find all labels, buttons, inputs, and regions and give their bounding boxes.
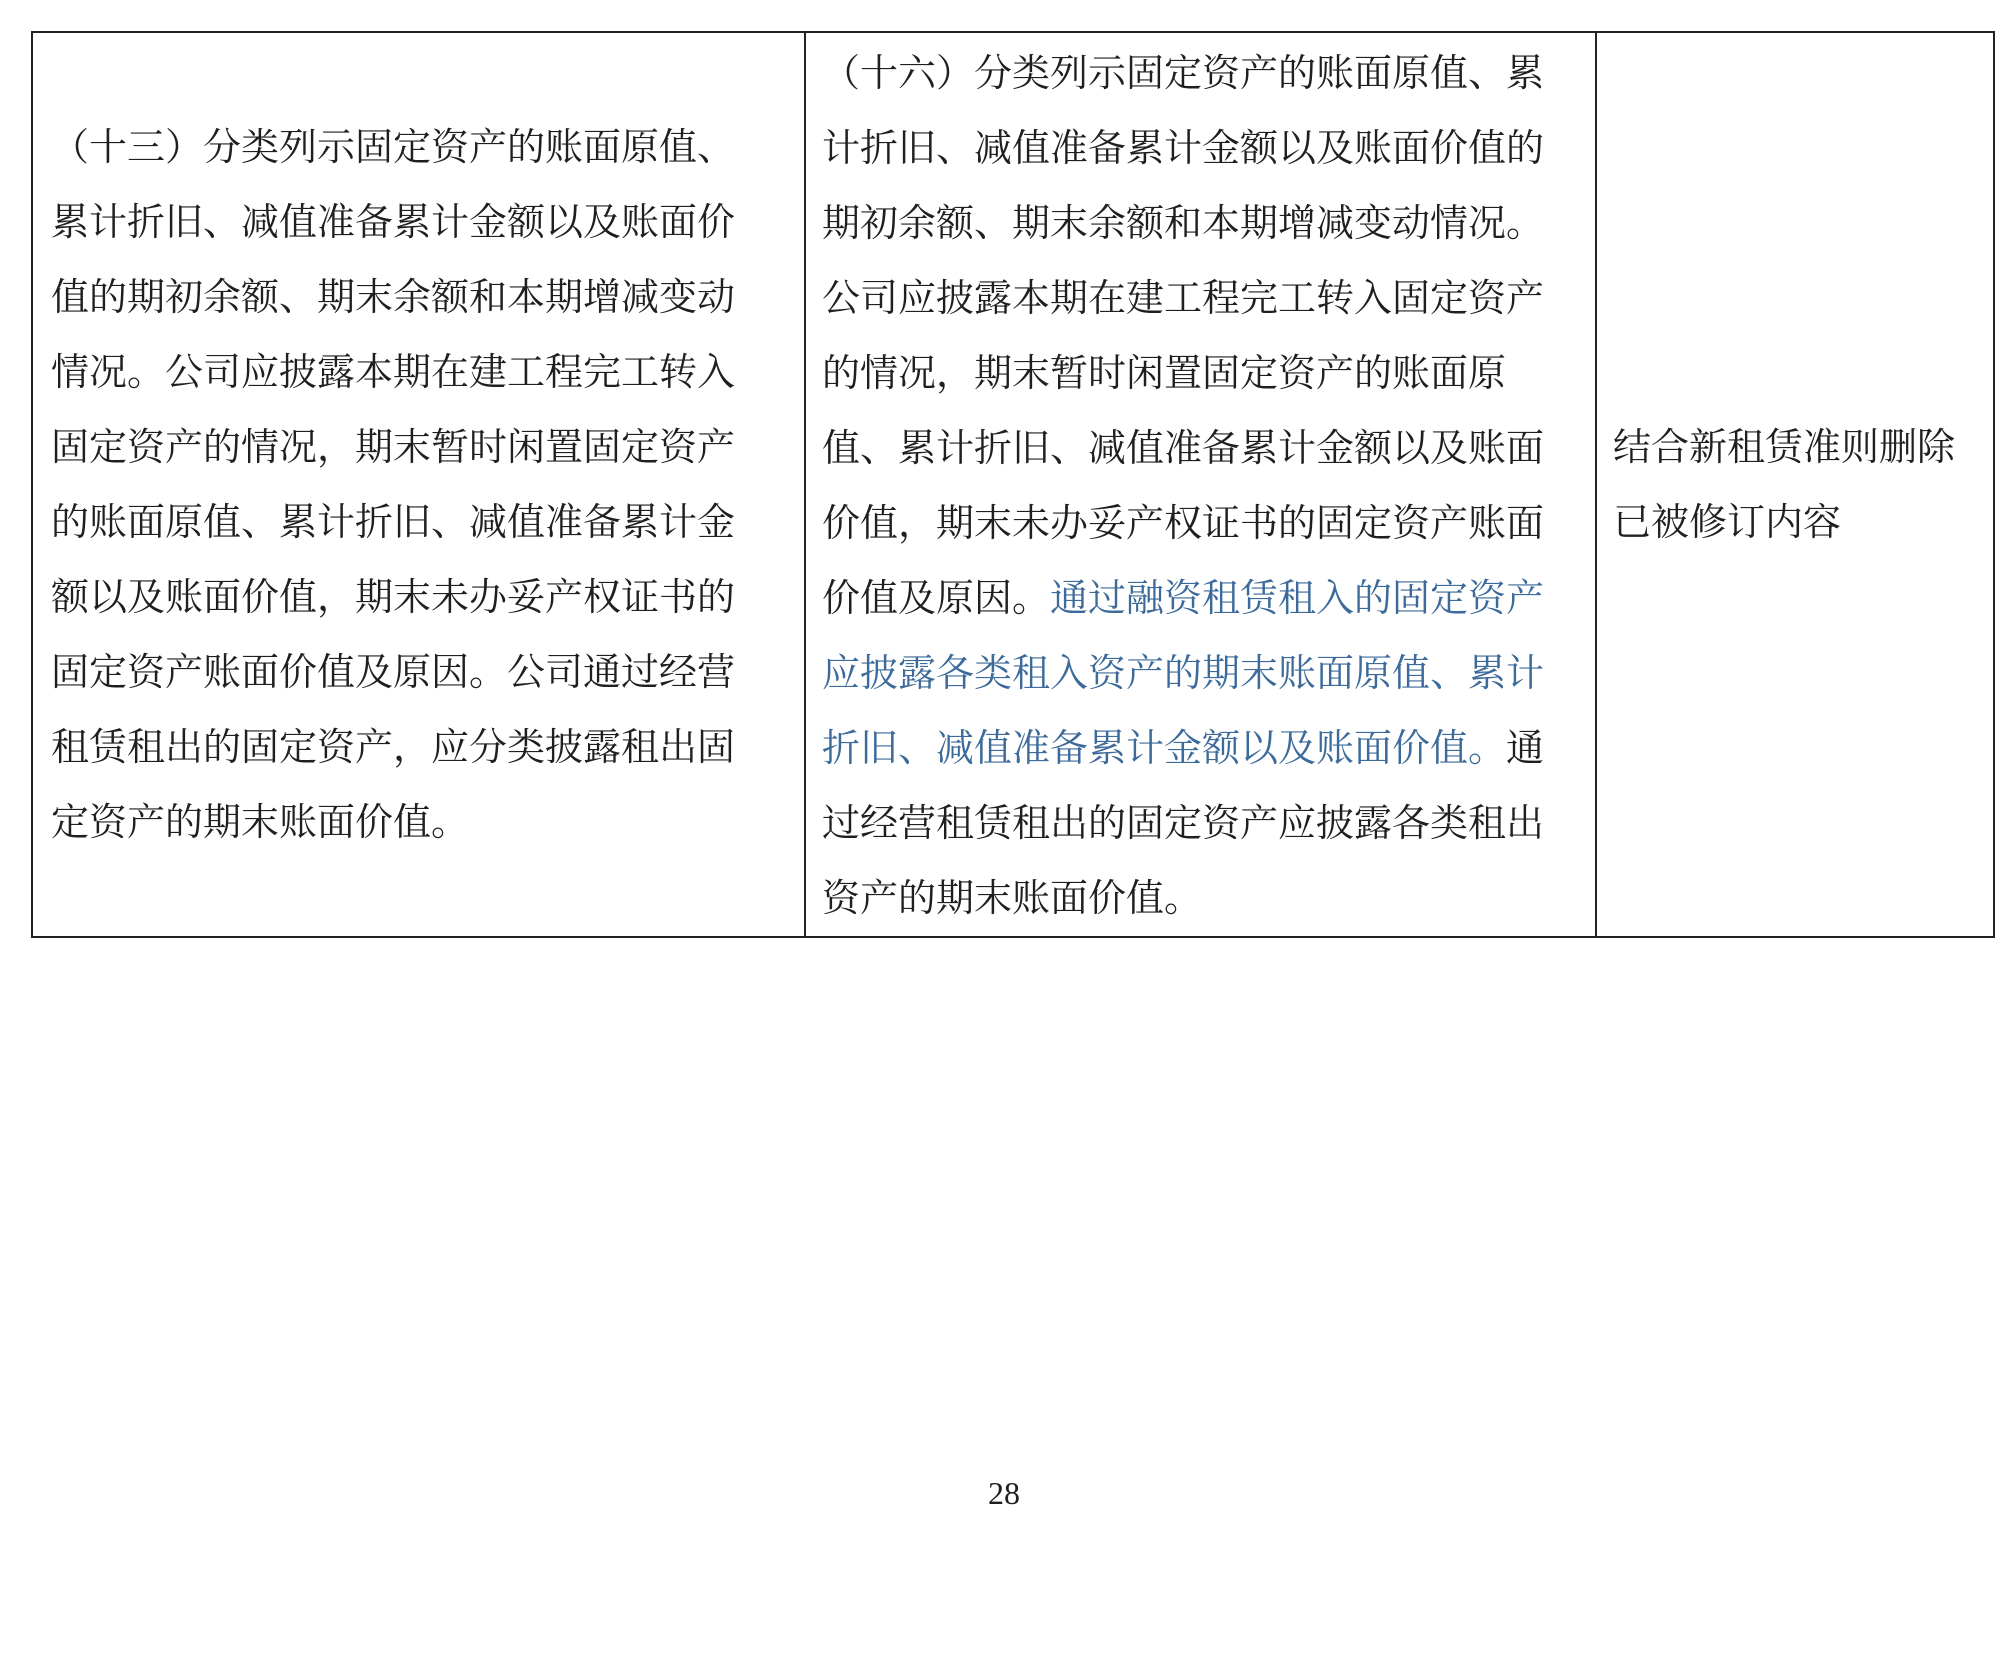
old-clause-line: 额以及账面价值，期末未办妥产权证书的 <box>51 574 736 619</box>
old-clause-line: 固定资产账面价值及原因。公司通过经营 <box>51 649 736 694</box>
old-clause-cell <box>32 32 805 937</box>
new-clause-cell <box>805 32 1596 937</box>
new-clause-text <box>806 33 1595 936</box>
revised-text: 折旧、减值准备累计金额以及账面价值。 <box>822 726 1507 770</box>
reason-line: 已被修订内容 <box>1613 499 1842 544</box>
new-clause-line <box>822 711 1569 786</box>
new-clause-line: （十六）分类列示固定资产的账面原值、累 <box>822 51 1545 95</box>
reason-text <box>1597 410 1993 560</box>
unchanged-text: 价值及原因。 <box>822 576 1051 620</box>
revised-text: 应披露各类租入资产的期末账面原值、累计 <box>822 651 1545 695</box>
old-clause-line: 固定资产的情况，期末暂时闲置固定资产 <box>51 424 736 469</box>
unchanged-text: 通 <box>1506 726 1545 770</box>
old-clause-line: 值的期初余额、期末余额和本期增减变动 <box>51 274 736 319</box>
old-clause-line: 租赁租出的固定资产，应分类披露租出固 <box>51 724 736 769</box>
table-row <box>32 32 1994 937</box>
old-clause-line: 情况。公司应披露本期在建工程完工转入 <box>51 349 736 394</box>
new-clause-line: 资产的期末账面价值。 <box>822 876 1203 920</box>
new-clause-line: 期初余额、期末余额和本期增减变动情况。 <box>822 201 1545 245</box>
new-clause-line: 计折旧、减值准备累计金额以及账面价值的 <box>822 126 1545 170</box>
old-clause-line: 的账面原值、累计折旧、减值准备累计金 <box>51 499 736 544</box>
new-clause-line: 价值，期末未办妥产权证书的固定资产账面 <box>822 501 1545 545</box>
reason-cell <box>1596 32 1994 937</box>
old-clause-text <box>33 110 804 860</box>
old-clause-line: （十三）分类列示固定资产的账面原值、 <box>51 124 736 169</box>
revised-text: 通过融资租赁租入的固定资产 <box>1050 576 1545 620</box>
new-clause-line <box>822 561 1569 636</box>
comparison-table <box>31 31 1995 938</box>
reason-line: 结合新租赁准则删除 <box>1613 424 1956 469</box>
new-clause-line: 的情况，期末暂时闲置固定资产的账面原 <box>822 351 1507 395</box>
new-clause-line: 过经营租赁租出的固定资产应披露各类租出 <box>822 801 1545 845</box>
new-clause-line: 值、累计折旧、减值准备累计金额以及账面 <box>822 426 1545 470</box>
old-clause-line: 累计折旧、减值准备累计金额以及账面价 <box>51 199 736 244</box>
new-clause-line: 公司应披露本期在建工程完工转入固定资产 <box>822 276 1545 320</box>
page-number: 28 <box>988 1475 1020 1511</box>
old-clause-line: 定资产的期末账面价值。 <box>51 799 470 844</box>
